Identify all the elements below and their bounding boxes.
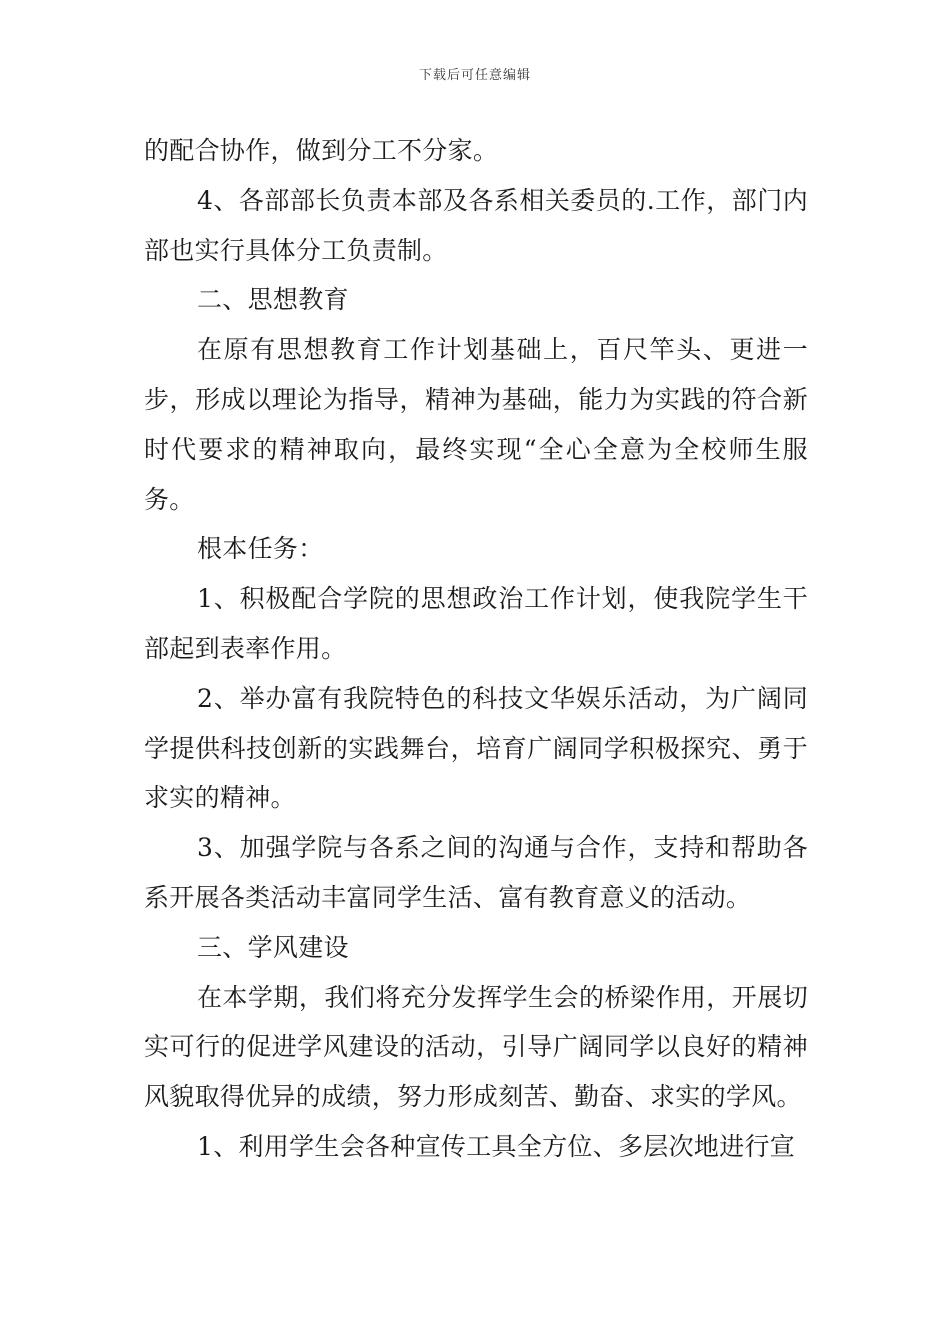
paragraph-task-1: 1、积极配合学院的思想政治工作计划，使我院学生干部起到表率作用。 [144,584,808,663]
paragraph-basic-tasks-label: 根本任务： [197,534,324,564]
paragraph-task-2: 2、举办富有我院特色的科技文华娱乐活动，为广阔同学提供科技创新的实践舞台，培育广阔同学积极探究、勇于求实的精神。 [144,683,808,813]
page-header: 下载后可任意编辑 [418,68,531,83]
paragraph-item-4: 4、各部部长负责本部及各系相关委员的.工作，部门内部也实行具体分工负责制。 [144,185,808,265]
paragraph-study-item-1: 1、利用学生会各种宣传工具全方位、多层次地进行宣 [197,1131,796,1161]
section-heading-ideological-education: 二、思想教育 [197,285,349,315]
paragraph-continuation: 的配合协作，做到分工不分家。 [144,136,499,165]
section-heading-study-style: 三、学风建设 [197,932,349,962]
paragraph-study-style-intro: 在本学期，我们将充分发挥学生会的桥梁作用，开展切实可行的促进学风建设的活动，引导广阔同学以良好的精神风貌取得优异的成绩，努力形成刻苦、勤奋、求实的学风。 [144,982,808,1112]
document-body [144,126,808,1172]
paragraph-task-3: 3、加强学院与各系之间的沟通与合作，支持和帮助各系开展各类活动丰富同学生活、富有教育意义的活动。 [144,833,808,912]
paragraph-ideological-intro: 在原有思想教育工作计划基础上，百尺竿头、更进一步，形成以理论为指导，精神为基础，能力为实践的符合新时代要求的精神取向，最终实现“全心全意为全校师生服务。 [144,335,808,514]
